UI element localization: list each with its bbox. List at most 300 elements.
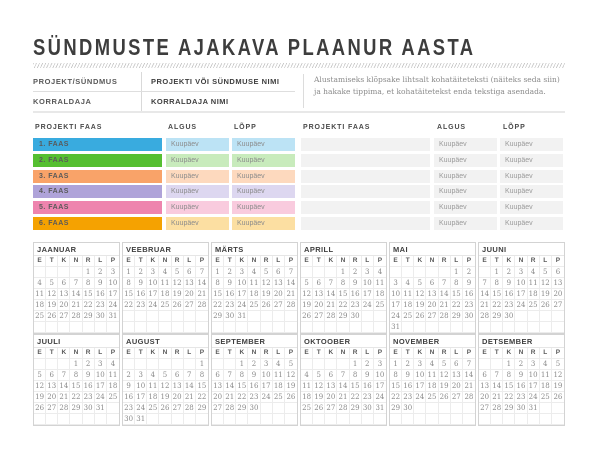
phase-start-date-cell[interactable]: Kuupäev [434, 138, 497, 151]
phase-start-date-cell[interactable]: Kuupäev [434, 217, 497, 230]
date-cell: 5 [159, 370, 171, 381]
date-cell: 24 [147, 300, 159, 311]
organizer-label: KORRALDAJA [33, 97, 92, 106]
empty-date-cell [224, 322, 236, 333]
weekday-cell: T [313, 348, 325, 359]
empty-date-cell [107, 414, 119, 425]
date-cell: 9 [83, 370, 95, 381]
weekday-cell: L [184, 256, 196, 267]
weekday-cell: L [540, 348, 552, 359]
date-cell: 26 [34, 403, 46, 414]
empty-date-cell [337, 359, 349, 370]
date-cell: 20 [212, 392, 224, 403]
phase-col-header: PROJEKTI FAAS [35, 124, 103, 131]
date-cell: 15 [337, 289, 349, 300]
weekday-cell: P [107, 348, 119, 359]
month-block [300, 242, 387, 334]
date-cell: 20 [553, 290, 563, 298]
month-grid [212, 256, 297, 333]
date-cell: 9 [135, 278, 147, 289]
date-cell: 7 [70, 278, 82, 289]
date-cell: 25 [375, 301, 385, 309]
weekday-cell: R [439, 348, 451, 359]
weekday-cell: T [135, 348, 147, 359]
date-cell: 17 [515, 289, 527, 300]
date-cell: 21 [491, 392, 503, 403]
phase-name-bar-empty[interactable] [301, 154, 430, 167]
date-cell: 2 [503, 267, 515, 278]
title-divider-hatch [33, 63, 565, 68]
date-cell: 17 [236, 289, 248, 300]
date-cell: 17 [362, 289, 374, 300]
date-cell: 29 [451, 311, 463, 322]
date-cell: 3 [107, 267, 119, 278]
date-cell: 14 [464, 371, 474, 379]
phase-end-date-cell[interactable]: Kuupäev [232, 154, 295, 167]
date-cell: 20 [184, 289, 196, 300]
date-cell: 17 [390, 300, 402, 311]
date-cell: 6 [552, 267, 564, 278]
date-cell: 8 [390, 370, 402, 381]
empty-date-cell [46, 322, 58, 333]
date-cell: 27 [313, 311, 325, 322]
empty-date-cell [503, 322, 515, 333]
month-grid [479, 348, 564, 425]
month-title: OKTOOBER [301, 335, 386, 348]
date-cell: 26 [261, 300, 273, 311]
month-title: JUULI [34, 335, 119, 348]
phase-name-bar[interactable]: 1. FAAS [33, 138, 162, 151]
weekday-cell: N [337, 256, 349, 267]
date-cell: 21 [286, 290, 296, 298]
date-cell: 21 [58, 392, 70, 403]
date-cell: 1 [337, 267, 349, 278]
empty-date-cell [285, 322, 297, 333]
project-name-field[interactable]: PROJEKTI VÕI SÜNDMUSE NIMI [141, 72, 295, 91]
weekday-cell: R [83, 256, 95, 267]
weekday-cell: E [34, 348, 46, 359]
phase-start-date-cell[interactable]: Kuupäev [166, 201, 229, 214]
empty-date-cell [325, 359, 337, 370]
weekday-cell: P [285, 348, 297, 359]
date-cell: 12 [286, 371, 296, 379]
phase-name-bar[interactable]: 5. FAAS [33, 201, 162, 214]
weekday-cell: P [463, 256, 475, 267]
date-cell: 24 [515, 300, 527, 311]
date-cell: 17 [414, 381, 426, 392]
date-cell: 13 [46, 381, 58, 392]
date-cell: 26 [286, 393, 296, 401]
date-cell: 15 [390, 381, 402, 392]
date-cell: 14 [439, 289, 451, 300]
date-cell: 1 [350, 359, 362, 370]
weekday-cell: K [58, 348, 70, 359]
date-cell: 30 [350, 311, 362, 322]
date-cell: 2 [83, 359, 95, 370]
instructions-text[interactable]: Alustamiseks klõpsake lihtsalt kohatäiteteksti (näiteks seda siin) ja hakake tippima, et kohatäitetekst enda tekstiga asendada. [303, 74, 566, 108]
empty-date-cell [325, 414, 337, 425]
empty-date-cell [70, 267, 82, 278]
weekday-cell: E [390, 348, 402, 359]
phase-start-date-cell[interactable]: Kuupäev [166, 154, 229, 167]
date-cell: 26 [540, 300, 552, 311]
date-cell: 19 [172, 289, 184, 300]
empty-date-cell [552, 311, 564, 322]
date-cell: 23 [402, 392, 414, 403]
date-cell: 13 [553, 279, 563, 287]
date-cell: 24 [528, 392, 540, 403]
phase-row [301, 138, 563, 151]
date-cell: 13 [184, 278, 196, 289]
empty-date-cell [184, 359, 196, 370]
date-cell: 30 [362, 403, 374, 414]
date-cell: 30 [503, 311, 515, 322]
month-grid [301, 348, 386, 425]
date-cell: 4 [34, 278, 46, 289]
date-cell: 4 [248, 267, 260, 278]
weekday-cell: R [350, 348, 362, 359]
date-cell: 8 [212, 278, 224, 289]
month-grid [34, 348, 119, 425]
section-divider [33, 111, 565, 113]
date-cell: 1 [236, 359, 248, 370]
weekday-cell: N [159, 348, 171, 359]
date-cell: 3 [95, 359, 107, 370]
empty-date-cell [107, 322, 119, 333]
date-cell: 23 [95, 300, 107, 311]
date-cell: 9 [123, 381, 135, 392]
phase-name-bar-empty[interactable] [301, 217, 430, 230]
date-cell: 28 [325, 311, 337, 322]
date-cell: 22 [83, 300, 95, 311]
date-cell: 15 [197, 382, 207, 390]
date-cell: 6 [426, 278, 438, 289]
date-cell: 19 [301, 300, 313, 311]
phase-start-date-cell[interactable]: Kuupäev [166, 138, 229, 151]
weekday-cell: L [362, 348, 374, 359]
date-cell: 4 [273, 359, 285, 370]
date-cell: 21 [464, 382, 474, 390]
phase-end-date-cell[interactable]: Kuupäev [500, 185, 563, 198]
phase-row [33, 217, 295, 230]
empty-date-cell [261, 311, 273, 322]
weekday-cell: R [172, 348, 184, 359]
phase-name-bar-empty[interactable] [301, 185, 430, 198]
date-cell: 11 [248, 278, 260, 289]
date-cell: 28 [58, 403, 70, 414]
phase-end-date-cell[interactable]: Kuupäev [500, 138, 563, 151]
date-cell: 12 [313, 381, 325, 392]
month-block [211, 242, 298, 334]
empty-date-cell [540, 414, 552, 425]
date-cell: 11 [147, 381, 159, 392]
weekday-cell: N [426, 348, 438, 359]
phase-name-bar[interactable]: 4. FAAS [33, 185, 162, 198]
date-cell: 13 [426, 289, 438, 300]
date-cell: 20 [325, 392, 337, 403]
date-cell: 5 [285, 359, 297, 370]
empty-date-cell [362, 322, 374, 333]
date-cell: 5 [313, 370, 325, 381]
date-cell: 6 [479, 370, 491, 381]
empty-date-cell [172, 322, 184, 333]
date-cell: 17 [261, 381, 273, 392]
date-cell: 30 [95, 311, 107, 322]
date-cell: 12 [172, 278, 184, 289]
date-cell: 31 [375, 404, 385, 412]
date-cell: 24 [236, 300, 248, 311]
weekday-cell: N [70, 256, 82, 267]
date-cell: 13 [325, 381, 337, 392]
date-cell: 26 [414, 311, 426, 322]
date-cell: 25 [248, 300, 260, 311]
date-cell: 1 [70, 359, 82, 370]
date-cell: 19 [313, 392, 325, 403]
end-col-header: LÕPP [234, 124, 257, 131]
date-cell: 17 [135, 392, 147, 403]
empty-date-cell [184, 414, 196, 425]
date-cell: 28 [224, 403, 236, 414]
phase-name-bar-empty[interactable] [301, 170, 430, 183]
empty-date-cell [313, 322, 325, 333]
phase-end-date-cell[interactable]: Kuupäev [500, 201, 563, 214]
date-cell: 31 [95, 403, 107, 414]
date-cell: 28 [337, 403, 349, 414]
weekday-cell: N [337, 348, 349, 359]
phase-end-date-cell[interactable]: Kuupäev [232, 138, 295, 151]
date-cell: 3 [261, 359, 273, 370]
phase-end-date-cell[interactable]: Kuupäev [232, 185, 295, 198]
month-grid [301, 256, 386, 333]
date-cell: 11 [540, 370, 552, 381]
date-cell: 24 [261, 392, 273, 403]
empty-date-cell [95, 414, 107, 425]
date-cell: 20 [313, 300, 325, 311]
date-cell: 3 [414, 359, 426, 370]
phase-name-bar-empty[interactable] [301, 138, 430, 151]
date-cell: 27 [184, 300, 196, 311]
date-cell: 5 [552, 359, 564, 370]
phase-start-date-cell[interactable]: Kuupäev [166, 185, 229, 198]
phase-start-date-cell[interactable]: Kuupäev [434, 185, 497, 198]
date-cell: 10 [135, 381, 147, 392]
date-cell: 14 [70, 289, 82, 300]
date-cell: 14 [286, 279, 296, 287]
empty-date-cell [172, 414, 184, 425]
empty-date-cell [414, 414, 426, 425]
date-cell: 6 [172, 370, 184, 381]
date-cell: 25 [159, 300, 171, 311]
date-cell: 4 [374, 267, 386, 278]
organizer-name-field[interactable]: KORRALDAJA NIMI [141, 92, 295, 111]
date-cell: 3 [515, 267, 527, 278]
weekday-cell: E [479, 256, 491, 267]
date-cell: 22 [197, 393, 207, 401]
month-title: AUGUST [123, 335, 208, 348]
date-cell: 14 [479, 289, 491, 300]
empty-date-cell [212, 359, 224, 370]
empty-date-cell [95, 322, 107, 333]
date-cell: 27 [451, 392, 463, 403]
empty-date-cell [402, 322, 414, 333]
date-cell: 1 [503, 359, 515, 370]
date-cell: 21 [479, 300, 491, 311]
empty-date-cell [414, 267, 426, 278]
date-cell: 20 [273, 289, 285, 300]
date-cell: 14 [325, 289, 337, 300]
empty-date-cell [390, 267, 402, 278]
phase-name-bar[interactable]: 2. FAAS [33, 154, 162, 167]
date-cell: 8 [70, 370, 82, 381]
date-cell: 16 [83, 381, 95, 392]
empty-date-cell [172, 311, 184, 322]
weekday-cell: P [285, 256, 297, 267]
weekday-cell: T [46, 256, 58, 267]
date-cell: 12 [301, 289, 313, 300]
weekday-cell: N [426, 256, 438, 267]
phase-end-date-cell[interactable]: Kuupäev [232, 170, 295, 183]
date-cell: 24 [375, 393, 385, 401]
empty-date-cell [34, 267, 46, 278]
date-cell: 29 [337, 311, 349, 322]
date-cell: 26 [553, 393, 563, 401]
date-cell: 22 [337, 300, 349, 311]
phase-end-date-cell[interactable]: Kuupäev [232, 217, 295, 230]
date-cell: 18 [248, 289, 260, 300]
phase-end-date-cell[interactable]: Kuupäev [232, 201, 295, 214]
weekday-cell: P [552, 256, 564, 267]
start-col-header: ALGUS [168, 124, 197, 131]
date-cell: 10 [236, 278, 248, 289]
weekday-cell: K [414, 256, 426, 267]
month-grid [390, 348, 475, 425]
phase-name-bar[interactable]: 3. FAAS [33, 170, 162, 183]
date-cell: 1 [83, 267, 95, 278]
date-cell: 7 [491, 370, 503, 381]
date-cell: 2 [350, 267, 362, 278]
phase-row [33, 185, 295, 198]
end-col-header: LÕPP [503, 124, 526, 131]
date-cell: 2 [95, 267, 107, 278]
phase-end-date-cell[interactable]: Kuupäev [500, 154, 563, 167]
date-cell: 5 [34, 370, 46, 381]
phase-start-date-cell[interactable]: Kuupäev [166, 170, 229, 183]
phase-name-bar[interactable]: 6. FAAS [33, 217, 162, 230]
date-cell: 26 [301, 311, 313, 322]
date-cell: 16 [123, 392, 135, 403]
weekday-cell: K [325, 348, 337, 359]
weekday-cell: R [172, 256, 184, 267]
date-cell: 12 [34, 381, 46, 392]
empty-date-cell [426, 322, 438, 333]
date-cell: 29 [197, 404, 207, 412]
date-cell: 4 [402, 278, 414, 289]
phase-start-date-cell[interactable]: Kuupäev [434, 170, 497, 183]
month-grid [123, 348, 208, 425]
date-cell: 16 [402, 381, 414, 392]
weekday-cell: N [159, 256, 171, 267]
weekday-cell: E [479, 348, 491, 359]
empty-date-cell [479, 414, 491, 425]
date-cell: 4 [426, 359, 438, 370]
date-cell: 19 [159, 392, 171, 403]
empty-date-cell [58, 267, 70, 278]
date-cell: 22 [70, 392, 82, 403]
weekday-cell: K [147, 256, 159, 267]
date-cell: 21 [439, 300, 451, 311]
date-cell: 13 [172, 381, 184, 392]
empty-date-cell [34, 359, 46, 370]
date-cell: 22 [491, 300, 503, 311]
date-cell: 19 [540, 289, 552, 300]
empty-date-cell [34, 322, 46, 333]
phase-start-date-cell[interactable]: Kuupäev [166, 217, 229, 230]
project-label: PROJEKT/SÜNDMUS [33, 77, 118, 86]
date-cell: 10 [515, 278, 527, 289]
weekday-cell: T [224, 348, 236, 359]
date-cell: 16 [362, 381, 374, 392]
date-cell: 21 [325, 300, 337, 311]
date-cell: 11 [34, 289, 46, 300]
date-cell: 14 [224, 381, 236, 392]
date-cell: 18 [426, 381, 438, 392]
empty-date-cell [184, 322, 196, 333]
phase-start-date-cell[interactable]: Kuupäev [434, 154, 497, 167]
date-cell: 29 [212, 311, 224, 322]
date-cell: 23 [123, 403, 135, 414]
empty-date-cell [362, 414, 374, 425]
date-cell: 23 [503, 300, 515, 311]
weekday-cell: N [70, 348, 82, 359]
date-cell: 2 [224, 267, 236, 278]
phase-end-date-cell[interactable]: Kuupäev [500, 170, 563, 183]
empty-date-cell [196, 414, 208, 425]
phase-name-bar-empty[interactable] [301, 201, 430, 214]
date-cell: 9 [95, 278, 107, 289]
phase-end-date-cell[interactable]: Kuupäev [500, 217, 563, 230]
date-cell: 8 [196, 370, 208, 381]
weekday-cell: E [123, 256, 135, 267]
page-title: SÜNDMUSTE AJAKAVA PLAANUR AASTA [33, 34, 476, 60]
empty-date-cell [528, 311, 540, 322]
phase-start-date-cell[interactable]: Kuupäev [434, 201, 497, 214]
info-row [33, 92, 295, 112]
date-cell: 19 [286, 382, 296, 390]
month-block [211, 334, 298, 426]
month-title: VEEBRUAR [123, 243, 208, 256]
date-cell: 2 [135, 267, 147, 278]
date-cell: 28 [197, 301, 207, 309]
weekday-cell: P [196, 348, 208, 359]
date-cell: 9 [248, 370, 260, 381]
date-cell: 18 [34, 300, 46, 311]
empty-date-cell [248, 322, 260, 333]
date-cell: 20 [451, 381, 463, 392]
empty-date-cell [463, 322, 475, 333]
empty-date-cell [451, 322, 463, 333]
date-cell: 8 [236, 370, 248, 381]
empty-date-cell [515, 414, 527, 425]
date-cell: 2 [362, 359, 374, 370]
date-cell: 16 [350, 289, 362, 300]
empty-date-cell [248, 311, 260, 322]
date-cell: 30 [464, 312, 474, 320]
date-cell: 8 [83, 278, 95, 289]
empty-date-cell [491, 322, 503, 333]
date-cell: 27 [212, 403, 224, 414]
month-title: JAANUAR [34, 243, 119, 256]
empty-date-cell [159, 359, 171, 370]
